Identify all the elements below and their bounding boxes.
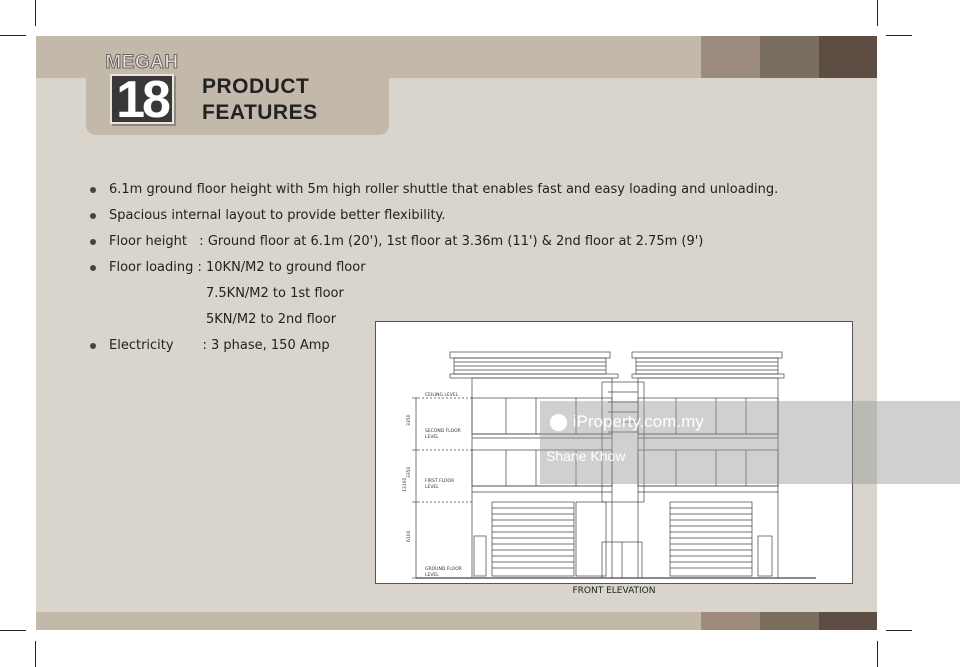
level-label: GROUND FLOOR xyxy=(425,567,462,572)
feature-text: Spacious internal layout to provide better flexibility. xyxy=(109,208,446,223)
color-swatch xyxy=(701,36,760,78)
color-swatch xyxy=(760,612,819,630)
location-pin-icon: ⬤ xyxy=(549,412,569,431)
drawing-caption: FRONT ELEVATION xyxy=(572,586,656,596)
logo-number: 18 xyxy=(116,71,168,129)
crop-mark xyxy=(35,0,36,26)
level-label: CEILING LEVEL xyxy=(425,393,459,398)
color-swatch xyxy=(819,612,877,630)
feature-text: 7.5KN/M2 to 1st floor xyxy=(206,286,344,301)
brochure-page xyxy=(36,36,877,630)
title-line-1: PRODUCT xyxy=(202,75,310,98)
crop-mark xyxy=(877,0,878,26)
dimension-label: 6100 xyxy=(407,530,412,542)
crop-mark xyxy=(886,35,912,36)
crop-mark xyxy=(0,35,26,36)
level-label: LEVEL xyxy=(425,573,439,578)
bullet-icon xyxy=(90,343,96,349)
dimension-label: 13100 xyxy=(403,477,408,492)
level-label: SECOND FLOOR xyxy=(425,429,461,434)
dimension-label: 3350 xyxy=(407,466,412,478)
bullet-icon xyxy=(90,213,96,219)
color-swatch xyxy=(701,612,760,630)
watermark-brand xyxy=(549,412,704,432)
bullet-icon xyxy=(90,239,96,245)
crop-mark xyxy=(877,641,878,667)
page-title xyxy=(202,74,318,126)
logo-word: MEGAH xyxy=(105,52,179,73)
feature-text: 6.1m ground floor height with 5m high roller shuttle that enables fast and easy loading and unloading. xyxy=(109,182,779,197)
title-line-2: FEATURES xyxy=(202,101,318,124)
level-label: LEVEL xyxy=(425,485,439,490)
crop-mark xyxy=(35,641,36,667)
watermark-brand-text: iProperty.com.my xyxy=(572,412,704,431)
color-swatch xyxy=(760,36,819,78)
logo-box xyxy=(110,71,174,129)
bullet-icon xyxy=(90,265,96,271)
feature-text: Floor height : Ground floor at 6.1m (20'), 1st floor at 3.36m (11') & 2nd floor at 2.75m (9') xyxy=(109,234,704,249)
dimension-label: 3350 xyxy=(407,414,412,426)
bullet-icon xyxy=(90,187,96,193)
level-label: LEVEL xyxy=(425,435,439,440)
crop-mark xyxy=(886,630,912,631)
crop-mark xyxy=(0,630,26,631)
feature-text: Floor loading : 10KN/M2 to ground floor xyxy=(109,260,366,275)
feature-text: Electricity : 3 phase, 150 Amp xyxy=(109,338,330,353)
watermark-agent-name: Shane Khow xyxy=(546,448,626,464)
feature-text: 5KN/M2 to 2nd floor xyxy=(206,312,337,327)
level-label: FIRST FLOOR xyxy=(425,479,455,484)
color-swatch xyxy=(819,36,877,78)
megah-logo xyxy=(100,52,184,129)
